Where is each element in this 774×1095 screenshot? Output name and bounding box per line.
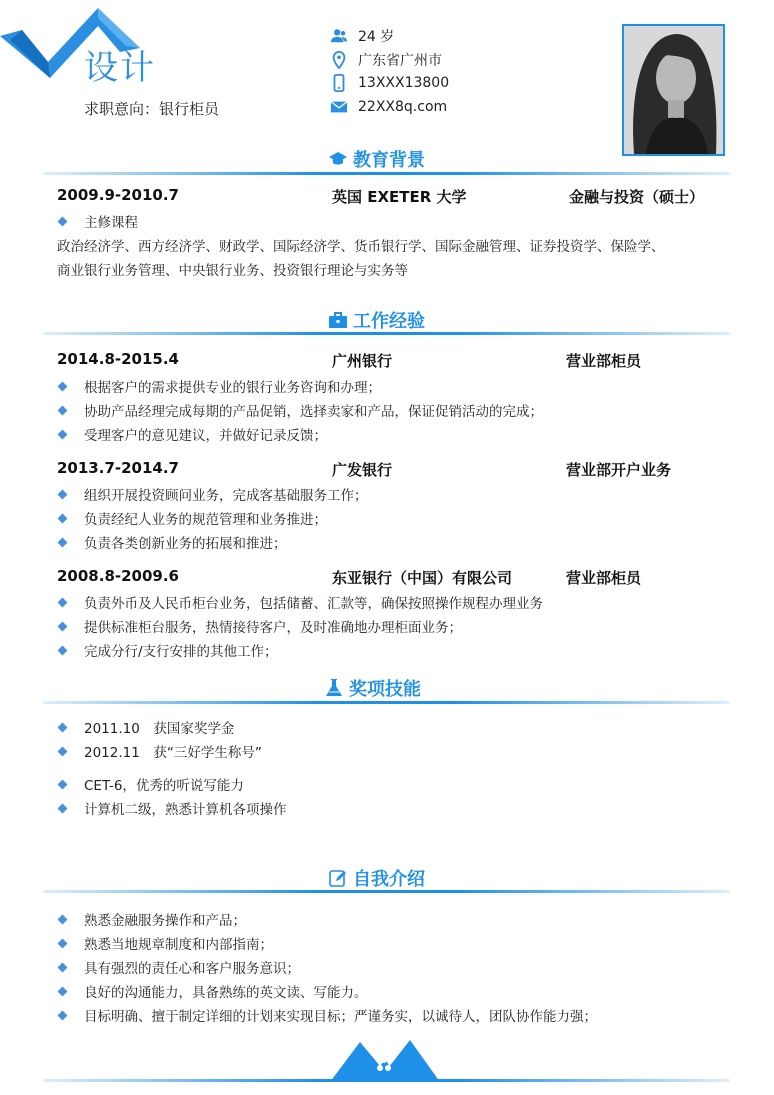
job-position: 营业部柜员 bbox=[566, 569, 642, 587]
section-title-education bbox=[328, 146, 425, 172]
awards-title-text: 奖项技能 bbox=[349, 679, 421, 700]
list-item-text: 熟悉当地规章制度和内部指南； bbox=[84, 937, 273, 953]
diamond-bullet-icon bbox=[58, 597, 68, 607]
list-item-text: 目标明确、擅于制定详细的计划来实现目标；严谨务实，以诚待人，团队协作能力强； bbox=[84, 1009, 597, 1025]
list-item-text: 负责各类创新业务的拓展和推进； bbox=[84, 536, 287, 552]
diamond-bullet-icon bbox=[58, 537, 68, 547]
job-date: 2013.7-2014.7 bbox=[57, 459, 179, 477]
section-divider bbox=[43, 701, 730, 704]
list-item-text: 组织开展投资顾问业务，完成客基础服务工作； bbox=[84, 488, 368, 504]
list-item bbox=[57, 1005, 597, 1025]
job-company: 东亚银行（中国）有限公司 bbox=[332, 569, 513, 587]
job-date: 2014.8-2015.4 bbox=[57, 350, 179, 368]
job-company: 广州银行 bbox=[332, 352, 393, 370]
contact-location-text: 广东省广州市 bbox=[358, 53, 442, 69]
edu-date: 2009.9-2010.7 bbox=[57, 186, 179, 204]
location-pin-icon bbox=[330, 51, 348, 69]
list-item bbox=[57, 909, 246, 929]
diamond-bullet-icon bbox=[58, 746, 68, 756]
list-item bbox=[57, 532, 287, 552]
diamond-bullet-icon bbox=[58, 779, 68, 789]
list-item bbox=[57, 741, 262, 761]
section-title-intro bbox=[328, 865, 425, 891]
list-item-text: 计算机二级，熟悉计算机各项操作 bbox=[84, 802, 287, 818]
list-item-text: 负责经纪人业务的规范管理和业务推进； bbox=[84, 512, 327, 528]
edu-school: 英国 EXETER 大学 bbox=[332, 188, 467, 206]
list-item-text: 完成分行/支行安排的其他工作； bbox=[84, 644, 278, 660]
diamond-bullet-icon bbox=[58, 489, 68, 499]
footer-mountain-graphic bbox=[330, 1036, 440, 1082]
section-divider bbox=[43, 172, 730, 175]
list-item bbox=[57, 376, 381, 396]
list-item bbox=[57, 400, 543, 420]
edu-courses-line1: 政治经济学、西方经济学、财政学、国际经济学、货币银行学、国际金融管理、证券投资学、保险学、 bbox=[57, 239, 665, 255]
diamond-bullet-icon bbox=[58, 216, 68, 226]
footer-divider bbox=[43, 1079, 730, 1082]
contact-location bbox=[330, 50, 442, 70]
diamond-bullet-icon bbox=[58, 914, 68, 924]
list-item-text: 熟悉金融服务操作和产品； bbox=[84, 913, 246, 929]
diamond-bullet-icon bbox=[58, 722, 68, 732]
list-item-text: 良好的沟通能力，具备熟练的英文读、写能力。 bbox=[84, 985, 368, 1001]
diamond-bullet-icon bbox=[58, 962, 68, 972]
user-group-icon bbox=[330, 27, 348, 45]
diamond-bullet-icon bbox=[58, 513, 68, 523]
contact-age bbox=[330, 26, 394, 46]
list-item-text: 提供标准柜台服务，热情接待客户，及时准确地办理柜面业务； bbox=[84, 620, 462, 636]
education-title-text: 教育背景 bbox=[353, 150, 425, 171]
diamond-bullet-icon bbox=[58, 621, 68, 631]
diamond-bullet-icon bbox=[58, 938, 68, 948]
list-item bbox=[57, 640, 278, 660]
flask-icon bbox=[324, 678, 344, 698]
list-item-text: 负责外币及人民币柜台业务，包括储蓄、汇款等，确保按照操作规程办理业务 bbox=[84, 596, 543, 612]
job-position: 营业部开户业务 bbox=[566, 461, 672, 479]
contact-email-text: 22XX8q.com bbox=[358, 99, 448, 115]
list-item-text: 2011.10 获国家奖学金 bbox=[84, 721, 235, 737]
list-item bbox=[57, 484, 368, 504]
graduation-cap-icon bbox=[328, 149, 348, 169]
diamond-bullet-icon bbox=[58, 381, 68, 391]
list-item bbox=[57, 508, 327, 528]
list-item bbox=[57, 717, 234, 737]
list-item-text: 具有强烈的责任心和客户服务意识； bbox=[84, 961, 300, 977]
list-item-text: 主修课程 bbox=[84, 215, 138, 231]
contact-phone-text: 13XXX13800 bbox=[358, 75, 450, 91]
list-item bbox=[57, 957, 300, 977]
list-item bbox=[57, 424, 327, 444]
contact-email bbox=[330, 98, 447, 116]
diamond-bullet-icon bbox=[58, 429, 68, 439]
diamond-bullet-icon bbox=[58, 803, 68, 813]
job-intent: 求职意向：银行柜员 bbox=[84, 100, 220, 118]
section-title-work bbox=[328, 307, 425, 333]
list-item-text: 受理客户的意见建议，并做好记录反馈； bbox=[84, 428, 327, 444]
work-title-text: 工作经验 bbox=[353, 311, 425, 332]
diamond-bullet-icon bbox=[58, 405, 68, 415]
section-divider bbox=[43, 332, 730, 335]
resume-name: 设计 bbox=[84, 48, 156, 88]
edu-courses-line2: 商业银行业务管理、中央银行业务、投资银行理论与实务等 bbox=[57, 263, 408, 279]
section-divider bbox=[43, 890, 730, 893]
list-item bbox=[57, 798, 287, 818]
list-item bbox=[57, 933, 273, 953]
list-item-text: 协助产品经理完成每期的产品促销，选择卖家和产品，保证促销活动的完成； bbox=[84, 404, 543, 420]
job-company: 广发银行 bbox=[332, 461, 393, 479]
contact-phone bbox=[330, 74, 449, 92]
list-item bbox=[57, 592, 543, 612]
job-position: 营业部柜员 bbox=[566, 352, 642, 370]
diamond-bullet-icon bbox=[58, 986, 68, 996]
profile-photo bbox=[622, 24, 725, 156]
list-item-text: CET-6，优秀的听说写能力 bbox=[84, 778, 244, 794]
diamond-bullet-icon bbox=[58, 645, 68, 655]
mail-icon bbox=[330, 98, 348, 116]
list-item-text: 2012.11 获“三好学生称号” bbox=[84, 745, 262, 761]
list-item bbox=[57, 774, 244, 794]
list-item-text: 根据客户的需求提供专业的银行业务咨询和办理； bbox=[84, 380, 381, 396]
phone-icon bbox=[330, 74, 348, 92]
list-item bbox=[57, 211, 138, 231]
section-title-awards bbox=[324, 675, 421, 701]
diamond-bullet-icon bbox=[58, 1010, 68, 1020]
edit-pencil-icon bbox=[328, 868, 348, 888]
list-item bbox=[57, 981, 368, 1001]
intro-title-text: 自我介绍 bbox=[353, 869, 425, 890]
job-date: 2008.8-2009.6 bbox=[57, 567, 179, 585]
list-item bbox=[57, 616, 462, 636]
edu-major: 金融与投资（硕士） bbox=[569, 188, 705, 206]
briefcase-icon bbox=[328, 310, 348, 330]
contact-age-text: 24 岁 bbox=[358, 29, 395, 45]
